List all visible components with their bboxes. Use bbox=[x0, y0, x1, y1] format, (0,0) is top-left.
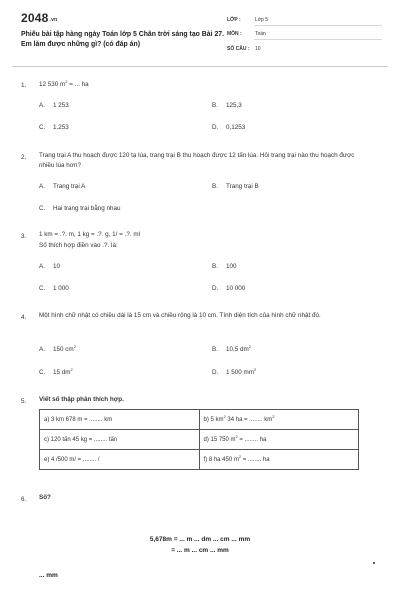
conversion-line-1: 5,678m = ... m ... dm ... cm ... mm bbox=[149, 536, 251, 543]
question-number: 4. bbox=[21, 314, 27, 321]
option-label: C. bbox=[39, 124, 46, 131]
option-d[interactable] bbox=[212, 124, 245, 131]
conversion-line-2: = ... m ... cm ... mm bbox=[171, 547, 229, 554]
option-label: D. bbox=[212, 285, 219, 292]
meta-class-value: Lớp 5 bbox=[255, 17, 269, 23]
option-b[interactable] bbox=[212, 346, 251, 353]
question-text-line-2: Số thích hợp điền vào .?. là: bbox=[39, 242, 118, 249]
question-text: Số? bbox=[39, 494, 51, 501]
question-number: 5. bbox=[21, 398, 27, 405]
document-title: Phiếu bài tập hàng ngày Toán lớp 5 Chân trời sáng tạo Bài 27. Em làm được những gì? (có đáp án) bbox=[21, 31, 225, 48]
cell-sup: 2 bbox=[238, 453, 242, 459]
option-c[interactable] bbox=[39, 205, 121, 212]
option-sup: 2 bbox=[248, 344, 251, 349]
option-text: 10 bbox=[53, 263, 61, 270]
option-label: D. bbox=[212, 124, 219, 131]
option-d[interactable] bbox=[212, 369, 256, 376]
cell-text-part: b) 5 km bbox=[203, 416, 224, 423]
logo-suffix: .vn bbox=[49, 17, 58, 23]
meta-class-key: LỚP : bbox=[227, 17, 241, 23]
option-label: D. bbox=[212, 369, 219, 376]
option-sup: 2 bbox=[254, 367, 257, 372]
table-row bbox=[40, 410, 359, 430]
option-text: 1 500 mm bbox=[226, 369, 254, 376]
table-cell: c) 120 tấn 45 kg = ........ tấn bbox=[40, 430, 200, 450]
option-a[interactable] bbox=[39, 263, 60, 270]
question-number: 1. bbox=[21, 82, 27, 89]
option-label: C. bbox=[39, 205, 46, 212]
option-c[interactable] bbox=[39, 124, 69, 131]
option-a[interactable] bbox=[39, 346, 76, 353]
question-number: 6. bbox=[21, 496, 27, 503]
option-label: C. bbox=[39, 285, 46, 292]
table-cell bbox=[199, 450, 359, 470]
option-b[interactable] bbox=[212, 102, 242, 109]
option-d[interactable] bbox=[212, 285, 245, 292]
option-text: 1,253 bbox=[53, 124, 69, 131]
cell-text-part: 34 ha = ........ km bbox=[225, 416, 273, 423]
cell-text-part: f) 8 ha 450 m bbox=[203, 456, 239, 463]
header-divider bbox=[12, 66, 388, 67]
question-number: 3. bbox=[21, 233, 27, 240]
option-b[interactable] bbox=[212, 263, 237, 270]
cell-sup: 2 bbox=[223, 413, 226, 419]
option-label: A. bbox=[39, 346, 45, 353]
meta-divider bbox=[254, 25, 382, 26]
table-cell: a) 3 km 678 m = ........ km bbox=[40, 410, 200, 430]
table-row bbox=[40, 430, 359, 450]
conversion-line-3: ... mm bbox=[39, 572, 58, 579]
option-text: Trang trại B bbox=[226, 183, 259, 190]
option-a[interactable] bbox=[39, 102, 69, 109]
question-text: Một hình chữ nhật có chiều dài là 15 cm và chiều rộng là 10 cm. Tính diện tích của hình chữ nhật đó. bbox=[39, 312, 321, 319]
option-label: C. bbox=[39, 369, 46, 376]
option-text: 15 dm bbox=[53, 369, 71, 376]
question-text: Viết số thập phân thích hợp. bbox=[39, 396, 124, 403]
question-number: 2. bbox=[21, 154, 27, 161]
option-label: B. bbox=[212, 263, 218, 270]
option-b[interactable] bbox=[212, 183, 259, 190]
table-row bbox=[40, 450, 359, 470]
meta-count-key: SỐ CÂU : bbox=[227, 46, 250, 52]
cell-text-part: d) 15 750 m bbox=[203, 436, 236, 443]
cell-sup: 2 bbox=[235, 433, 238, 439]
option-a[interactable] bbox=[39, 183, 85, 190]
meta-divider bbox=[254, 39, 382, 40]
meta-subject-key: MÔN : bbox=[227, 31, 242, 37]
question-text bbox=[39, 80, 369, 90]
option-sup: 2 bbox=[73, 344, 76, 349]
option-text: 0,1253 bbox=[226, 124, 246, 131]
option-label: B. bbox=[212, 102, 218, 109]
option-text: Hai trang trại bằng nhau bbox=[53, 205, 121, 212]
table-cell: e) 4 /500 m/ = ........ / bbox=[40, 450, 200, 470]
logo-main: 2048 bbox=[21, 11, 49, 25]
option-label: B. bbox=[212, 183, 218, 190]
stray-dot bbox=[373, 562, 375, 564]
meta-count-value: 10 bbox=[255, 46, 261, 52]
question-text-sup: 2 bbox=[65, 79, 68, 84]
option-c[interactable] bbox=[39, 369, 73, 376]
option-label: A. bbox=[39, 183, 45, 190]
cell-text-part: = ........ ha bbox=[237, 436, 267, 443]
option-label: A. bbox=[39, 263, 45, 270]
option-text: 1 253 bbox=[53, 102, 69, 109]
option-text: 10,5 dm bbox=[226, 346, 249, 353]
question-text-part: = ... ha bbox=[67, 81, 89, 88]
option-text: 150 cm bbox=[53, 346, 74, 353]
option-text: 1 000 bbox=[53, 285, 69, 292]
option-sup: 2 bbox=[70, 367, 73, 372]
conversion-table bbox=[39, 409, 359, 470]
question-text-part: 12 530 m bbox=[39, 81, 66, 88]
table-cell bbox=[199, 410, 359, 430]
option-text: 10 000 bbox=[226, 285, 246, 292]
option-text: 100 bbox=[226, 263, 237, 270]
question-text-line-1: 1 km = .?. m, 1 kg = .?. g, 1/ = .?. ml bbox=[39, 231, 140, 238]
option-c[interactable] bbox=[39, 285, 69, 292]
option-label: A. bbox=[39, 102, 45, 109]
cell-text-part: = ........ ha bbox=[241, 456, 270, 463]
question-text: Trang trại A thu hoạch được 120 tạ lúa, trang trại B thu hoạch được 12 tấn lúa. Hỏi trang trại nào thu hoạch được nhiều lúa hơn? bbox=[39, 152, 355, 169]
cell-sup: 2 bbox=[272, 413, 275, 419]
option-text: Trang trại A bbox=[53, 183, 86, 190]
meta-subject-value: Toán bbox=[255, 31, 266, 37]
option-text: 125,3 bbox=[226, 102, 242, 109]
site-logo[interactable] bbox=[21, 11, 57, 25]
table-cell bbox=[199, 430, 359, 450]
option-label: B. bbox=[212, 346, 218, 353]
